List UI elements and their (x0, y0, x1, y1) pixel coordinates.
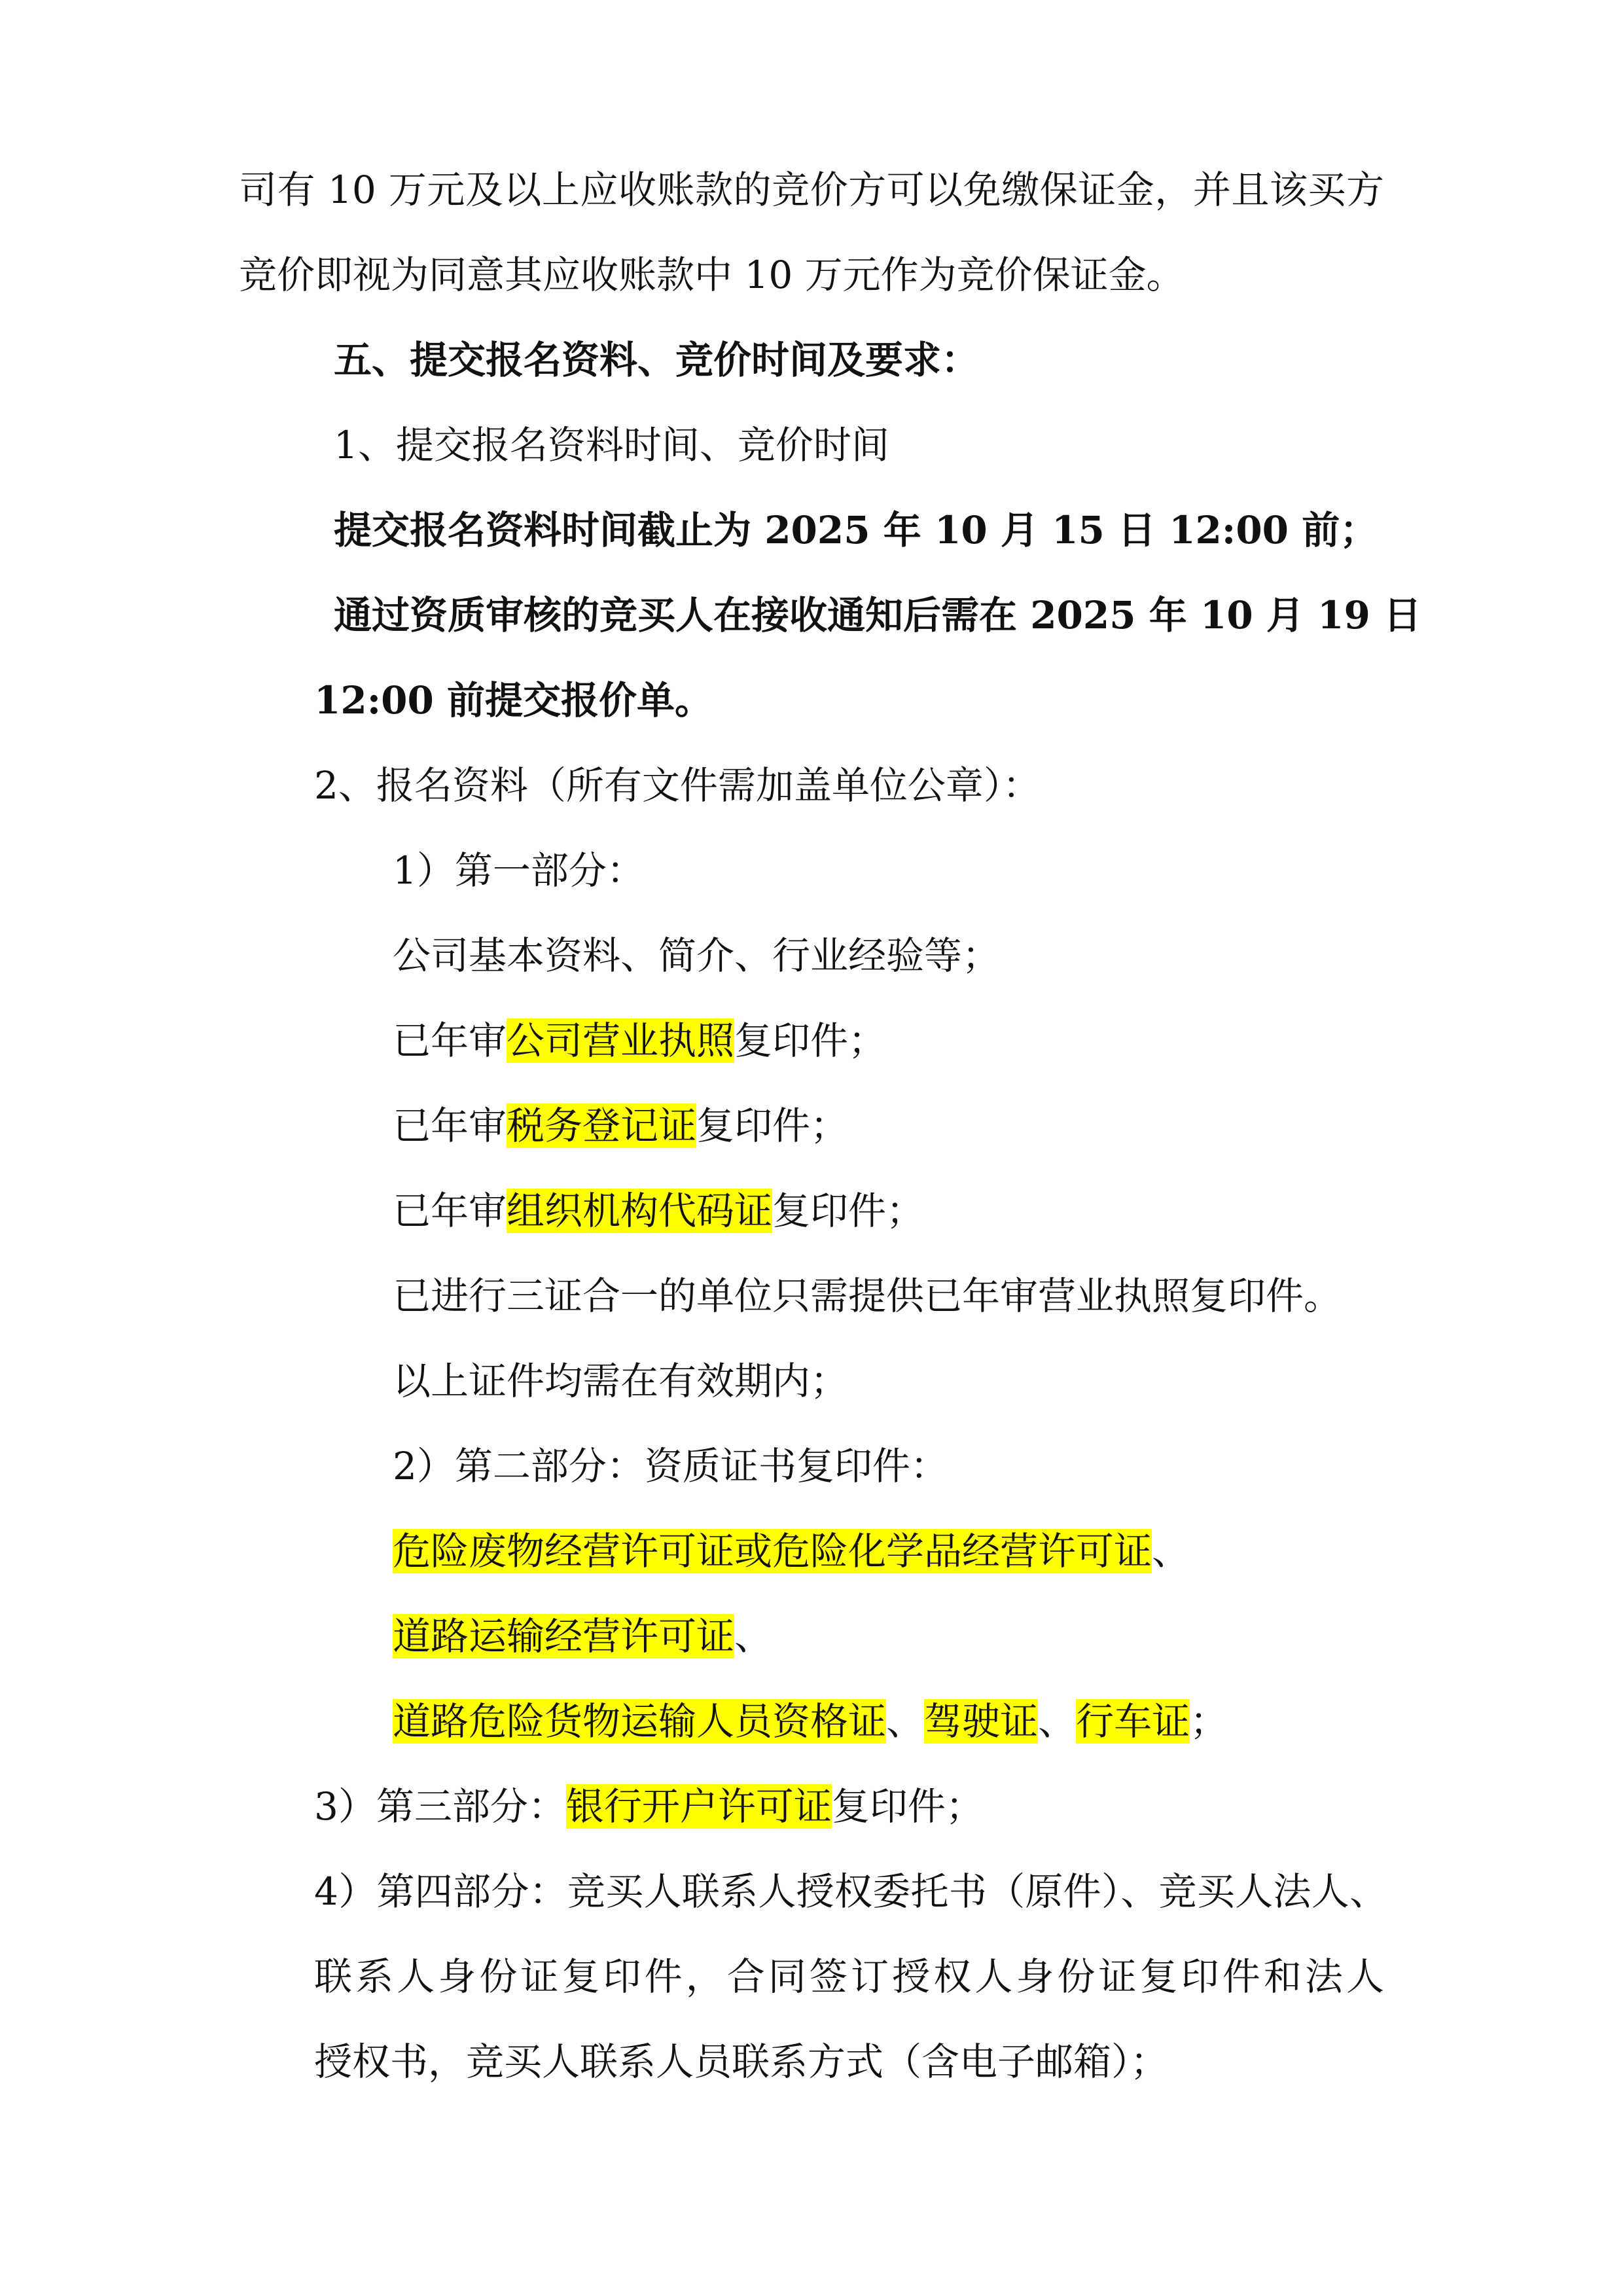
list-item-prefix: 3）第三部分： (314, 1784, 566, 1829)
list-item-suffix: 复印件； (734, 1018, 887, 1063)
highlighted-text: 行车证 (1076, 1699, 1190, 1744)
item-title: 2、报名资料（所有文件需加盖单位公章）： (314, 763, 1041, 808)
highlighted-text: 公司营业执照 (507, 1018, 735, 1063)
deadline-text: 12:00 前提交报价单。 (314, 678, 713, 723)
part-title: 2）第二部分：资质证书复印件： (393, 1444, 948, 1488)
highlighted-text: 银行开户许可证 (565, 1784, 832, 1829)
list-item: 以上证件均需在有效期内； (393, 1359, 849, 1403)
paragraph-line: 授权书，竞买人联系人员联系方式（含电子邮箱）； (314, 2039, 1169, 2084)
paragraph-line: 联系人身份证复印件，合同签订授权人身份证复印件和法人 (314, 1954, 1384, 1999)
list-item-prefix: 已年审 (393, 1189, 507, 1233)
list-item (393, 1525, 1190, 1577)
list-item (393, 1100, 848, 1152)
item-title: 1、提交报名资料时间、竞价时间 (334, 423, 889, 467)
section-heading: 五、提交报名资料、竞价时间及要求： (334, 338, 980, 382)
list-item (393, 1185, 924, 1237)
deadline-text: 通过资质审核的竞买人在接收通知后需在 2025 年 10 月 19 日 (334, 593, 1422, 637)
list-item-suffix: ； (1190, 1699, 1228, 1744)
list-item-prefix: 已年审 (393, 1018, 507, 1063)
separator: 、 (886, 1699, 925, 1744)
list-item-prefix: 已年审 (393, 1103, 507, 1148)
paragraph-line: 4）第四部分：竞买人联系人授权委托书（原件）、竞买人法人、 (314, 1869, 1387, 1914)
list-item (393, 1014, 886, 1067)
highlighted-text: 税务登记证 (507, 1103, 697, 1148)
paragraph-line: 竞价即视为同意其应收账款中 10 万元作为竞价保证金。 (239, 253, 1185, 297)
highlighted-text: 道路运输经营许可证 (393, 1614, 735, 1659)
paragraph-line: 司有 10 万元及以上应收账款的竞价方可以免缴保证金，并且该买方 (239, 168, 1384, 212)
list-item-suffix: 、 (1152, 1529, 1190, 1573)
list-item: 已进行三证合一的单位只需提供已年审营业执照复印件。 (393, 1274, 1342, 1318)
part-title (314, 1780, 984, 1833)
list-item (393, 1695, 1228, 1748)
list-item (393, 1610, 772, 1662)
highlighted-text: 道路危险货物运输人员资格证 (393, 1699, 887, 1744)
separator: 、 (1038, 1699, 1077, 1744)
list-item-suffix: 复印件； (696, 1103, 849, 1148)
list-item-suffix: 复印件； (772, 1189, 925, 1233)
highlighted-text: 驾驶证 (924, 1699, 1039, 1744)
highlighted-text: 危险废物经营许可证或危险化学品经营许可证 (393, 1529, 1152, 1573)
part-title: 1）第一部分： (393, 848, 645, 893)
list-item-suffix: 复印件； (831, 1784, 984, 1829)
list-item: 公司基本资料、简介、行业经验等； (393, 933, 1001, 978)
highlighted-text: 组织机构代码证 (507, 1189, 773, 1233)
deadline-text: 提交报名资料时间截止为 2025 年 10 月 15 日 12:00 前； (334, 508, 1378, 552)
list-item-suffix: 、 (734, 1614, 773, 1659)
